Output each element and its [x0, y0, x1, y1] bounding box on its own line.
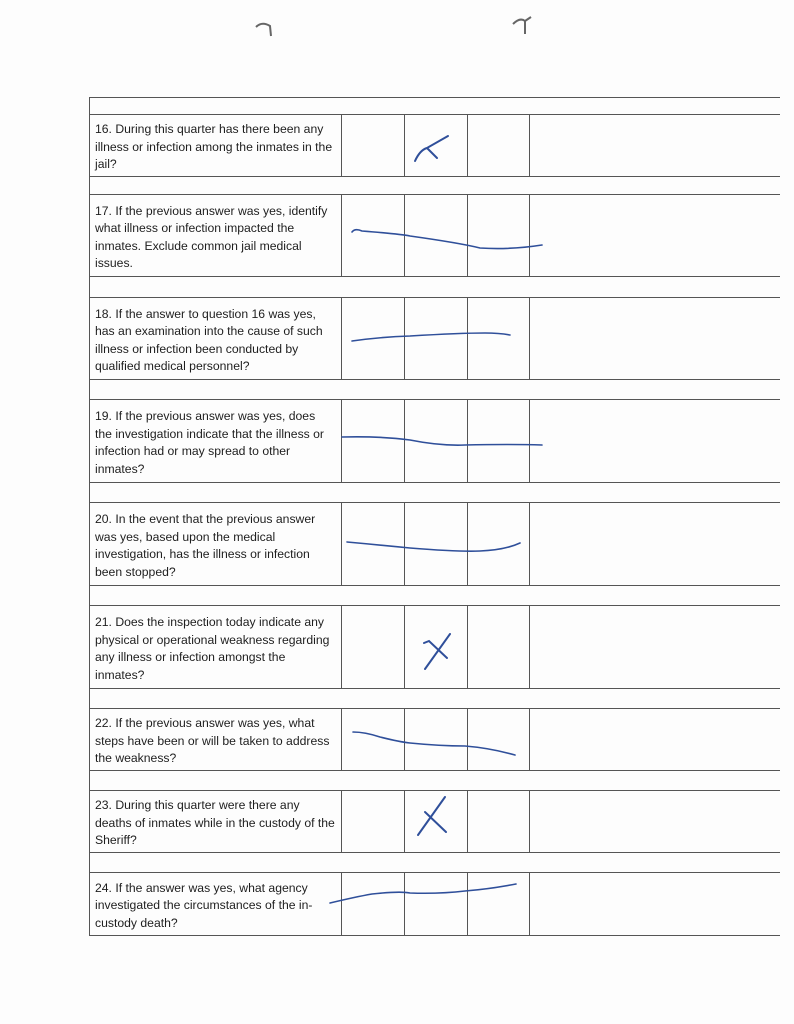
answer-cell-1[interactable]	[342, 709, 405, 770]
question-label: 19. If the previous answer was yes, does the investigation indicate that the illness or infection had or may spread to other inmates?	[95, 409, 324, 476]
question-text	[90, 709, 342, 770]
answer-cell-2[interactable]	[405, 115, 468, 176]
question-row-24	[89, 872, 780, 936]
row-spacer	[89, 771, 780, 790]
question-label: 16. During this quarter has there been any illness or infection among the inmates in the jail?	[95, 122, 333, 172]
row-spacer	[89, 483, 780, 502]
answer-cell-2[interactable]	[405, 195, 468, 276]
question-row-16	[89, 114, 780, 177]
answer-cell-2[interactable]	[405, 791, 468, 852]
comments-cell[interactable]	[530, 115, 780, 176]
comments-cell[interactable]	[530, 195, 780, 276]
row-spacer	[89, 177, 780, 194]
question-label: 18. If the answer to question 16 was yes, has an examination into the cause of such illness or infection been conducted by qualified medical personnel?	[95, 306, 323, 373]
comments-cell[interactable]	[530, 606, 780, 688]
answer-cell-1[interactable]	[342, 606, 405, 688]
comments-cell[interactable]	[530, 873, 780, 935]
question-label: 24. If the answer was yes, what agency investigated the circumstances of the in-custody death?	[95, 880, 313, 930]
row-spacer	[89, 380, 780, 399]
row-spacer	[89, 853, 780, 872]
answer-cell-3[interactable]	[468, 503, 530, 585]
answer-cell-2[interactable]	[405, 709, 468, 770]
answer-cell-1[interactable]	[342, 298, 405, 379]
answer-cell-1[interactable]	[342, 873, 405, 935]
answer-cell-2[interactable]	[405, 298, 468, 379]
question-row-21	[89, 605, 780, 689]
question-text	[90, 791, 342, 852]
answer-cell-3[interactable]	[468, 873, 530, 935]
answer-cell-3[interactable]	[468, 115, 530, 176]
question-label: 21. Does the inspection today indicate any physical or operational weakness regarding any illness or infection amongst the inmates?	[95, 615, 330, 682]
answer-cell-2[interactable]	[405, 503, 468, 585]
answer-cell-3[interactable]	[468, 791, 530, 852]
question-row-19	[89, 399, 780, 483]
answer-cell-3[interactable]	[468, 709, 530, 770]
comments-cell[interactable]	[530, 791, 780, 852]
row-spacer	[89, 277, 780, 297]
punch-hole-mark-right	[510, 14, 534, 38]
answer-cell-2[interactable]	[405, 606, 468, 688]
question-label: 22. If the previous answer was yes, what steps have been or will be taken to address the weakness?	[95, 716, 330, 766]
answer-cell-2[interactable]	[405, 400, 468, 482]
row-spacer	[89, 689, 780, 708]
question-text	[90, 400, 342, 482]
answer-cell-3[interactable]	[468, 298, 530, 379]
question-text	[90, 503, 342, 585]
answer-cell-3[interactable]	[468, 195, 530, 276]
comments-cell[interactable]	[530, 298, 780, 379]
question-row-23	[89, 790, 780, 853]
question-label: 23. During this quarter were there any deaths of inmates while in the custody of the Sheriff?	[95, 798, 335, 848]
punch-hole-mark-left	[252, 18, 276, 40]
answer-cell-3[interactable]	[468, 606, 530, 688]
comments-cell[interactable]	[530, 709, 780, 770]
answer-cell-1[interactable]	[342, 503, 405, 585]
question-text	[90, 115, 342, 176]
answer-cell-1[interactable]	[342, 400, 405, 482]
answer-cell-1[interactable]	[342, 791, 405, 852]
question-label: 20. In the event that the previous answer was yes, based upon the medical investigation, has the illness or infection been stopped?	[95, 512, 316, 579]
question-label: 17. If the previous answer was yes, identify what illness or infection impacted the inmates. Exclude common jail medical issues.	[95, 203, 328, 270]
question-text	[90, 873, 342, 935]
question-row-17	[89, 194, 780, 277]
question-row-18	[89, 297, 780, 380]
question-row-20	[89, 502, 780, 586]
question-text	[90, 298, 342, 379]
row-spacer	[89, 586, 780, 605]
answer-cell-3[interactable]	[468, 400, 530, 482]
comments-cell[interactable]	[530, 503, 780, 585]
answer-cell-1[interactable]	[342, 115, 405, 176]
question-row-22	[89, 708, 780, 771]
table-header-row	[89, 97, 780, 114]
question-text	[90, 195, 342, 276]
answer-cell-1[interactable]	[342, 195, 405, 276]
answer-cell-2[interactable]	[405, 873, 468, 935]
comments-cell[interactable]	[530, 400, 780, 482]
question-text	[90, 606, 342, 688]
